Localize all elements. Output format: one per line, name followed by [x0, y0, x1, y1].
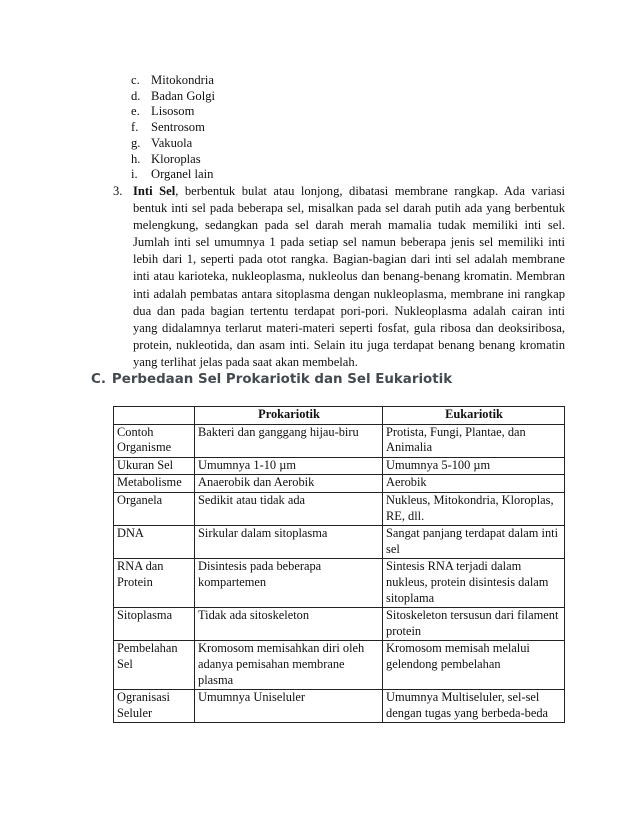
prokariotik-cell: Sedikit atau tidak ada	[195, 492, 383, 525]
eukariotik-cell: Kromosom memisah melalui gelendong pembelahan	[383, 641, 565, 690]
prokariotik-cell: Disintesis pada beberapa kompartemen	[195, 559, 383, 608]
organelle-list	[131, 73, 215, 183]
prokariotik-cell: Sirkular dalam sitoplasma	[195, 526, 383, 559]
prokariotik-cell: Tidak ada sitoskeleton	[195, 608, 383, 641]
eukariotik-cell: Umumnya 5-100 µm	[383, 457, 565, 475]
prokariotik-cell: Umumnya 1-10 µm	[195, 457, 383, 475]
row-label: Ukuran Sel	[114, 457, 195, 475]
table-row	[114, 424, 565, 457]
list-item: h. Kloroplas	[131, 151, 201, 166]
list-item: c. Mitokondria	[131, 73, 214, 87]
inti-sel-paragraph	[133, 183, 565, 371]
eukariotik-cell: Sitoskeleton tersusun dari filament protein	[383, 608, 565, 641]
paragraph-text: , berbentuk bulat atau lonjong, dibatasi membrane rangkap. Ada variasi bentuk inti sel pada beberapa sel, misalkan pada sel darah putih ada yang berbentuk melengkung, sedangkan pada sel darah merah mamalia tudak memiliki inti sel. Jumlah inti sel umumnya 1 pada setiap sel namun beberapa jenis sel memiliki inti lebih dari 1, seperti pada otot rangka. Bagian-bagian dari inti sel adalah membrane inti atau karioteka, nukleoplasma, nukleolus dan benang-benang kromatin. Membran inti adalah pembatas antara sitoplasma dengan nukleoplasma, membrane ini rangkap dua dan pada bagian tertentu terdapat pori-pori. Nukleoplasma adalah cairan inti yang didalamnya terlarut materi-materi seperti fosfat, gula ribosa dan deoksiribosa, protein, nukleotida, dan asam inti. Selain itu juga terdapat benang benang kromatin yang terlihat jelas pada saat akan membelah.	[133, 184, 565, 369]
eukariotik-cell: Umumnya Multiseluler, sel-sel dengan tugas yang berbeda-beda	[383, 690, 565, 723]
term-inti-sel: Inti Sel	[133, 184, 176, 198]
eukariotik-cell: Nukleus, Mitokondria, Kloroplas, RE, dll.	[383, 492, 565, 525]
prokariotik-cell: Kromosom memisahkan diri oleh adanya pemisahan membrane plasma	[195, 641, 383, 690]
list-item: g. Vakuola	[131, 135, 193, 150]
header-prokariotik: Prokariotik	[195, 407, 383, 425]
row-label: Contoh Organisme	[114, 424, 195, 457]
table-row	[114, 492, 565, 525]
prokariotik-cell: Umumnya Uniseluler	[195, 690, 383, 723]
table-row	[114, 457, 565, 475]
row-label: Sitoplasma	[114, 608, 195, 641]
list-item: d. Badan Golgi	[131, 88, 216, 103]
item-number: 3.	[113, 184, 123, 198]
table-row	[114, 641, 565, 690]
section-heading	[91, 372, 452, 387]
header-empty	[114, 407, 195, 425]
row-label: Metabolisme	[114, 475, 195, 493]
row-label: RNA dan Protein	[114, 559, 195, 608]
table-row	[114, 475, 565, 493]
table-header-row	[114, 407, 565, 425]
section-title: Perbedaan Sel Prokariotik dan Sel Eukariotik	[111, 372, 453, 387]
section-letter: C.	[91, 372, 106, 387]
row-label: Organela	[114, 492, 195, 525]
list-item: e. Lisosom	[131, 104, 195, 119]
eukariotik-cell: Protista, Fungi, Plantae, dan Animalia	[383, 424, 565, 457]
eukariotik-cell: Sintesis RNA terjadi dalam nukleus, protein disintesis dalam sitoplama	[383, 559, 565, 608]
row-label: Ogranisasi Seluler	[114, 690, 195, 723]
table-row	[114, 526, 565, 559]
row-label: DNA	[114, 526, 195, 559]
table-row	[114, 690, 565, 723]
numbered-item-inti-sel	[113, 183, 565, 371]
row-label: Pembelahan Sel	[114, 641, 195, 690]
header-eukariotik: Eukariotik	[383, 407, 565, 425]
table-row	[114, 559, 565, 608]
table-row	[114, 608, 565, 641]
eukariotik-cell: Sangat panjang terdapat dalam inti sel	[383, 526, 565, 559]
prokariotik-cell: Bakteri dan ganggang hijau-biru	[195, 424, 383, 457]
prokariotik-cell: Anaerobik dan Aerobik	[195, 475, 383, 493]
eukariotik-cell: Aerobik	[383, 475, 565, 493]
comparison-table	[113, 406, 565, 723]
list-item: f. Sentrosom	[131, 120, 205, 135]
list-item: i. Organel lain	[131, 167, 214, 182]
